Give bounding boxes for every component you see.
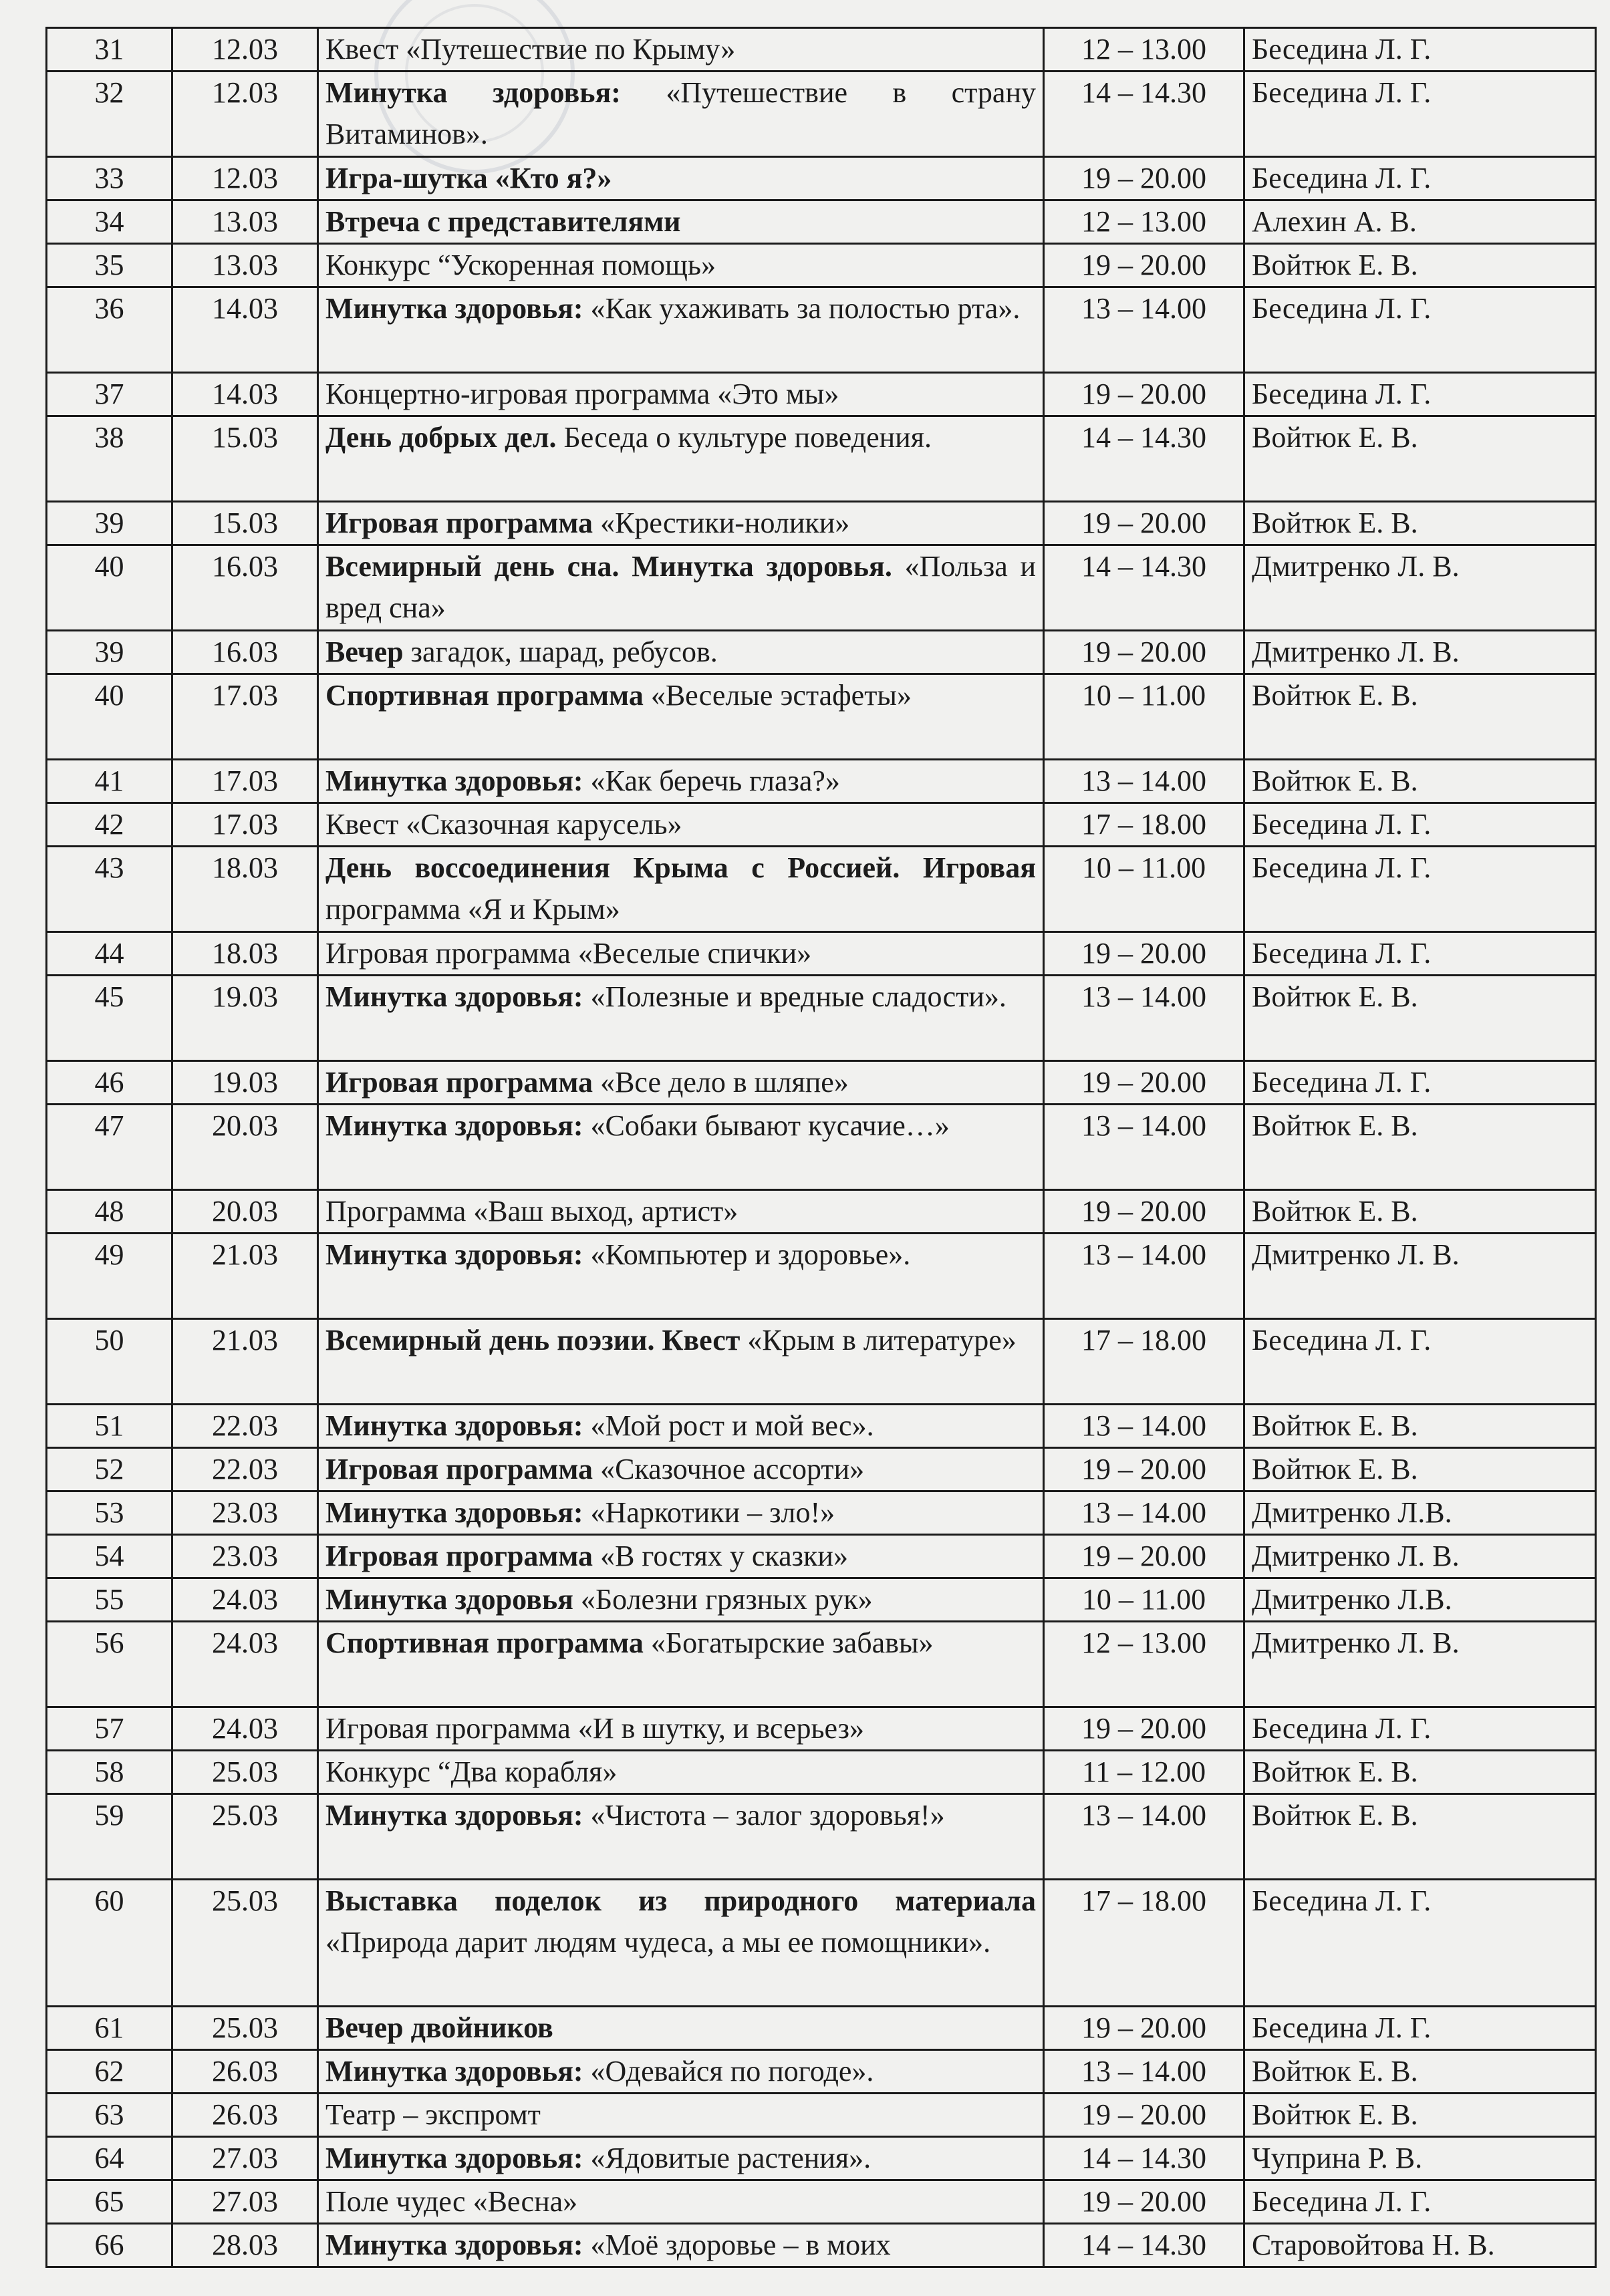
event-description: Конкурс “Ускоренная помощь»: [325, 249, 716, 281]
responsible-cell: Дмитренко Л. В.: [1244, 1622, 1596, 1707]
responsible-cell: Дмитренко Л. В.: [1244, 1535, 1596, 1578]
date-cell: 17.03: [172, 760, 318, 803]
row-number-cell: 66: [47, 2224, 172, 2267]
table-row: [47, 1794, 1596, 1880]
event-description: «Одевайся по погоде».: [583, 2055, 874, 2088]
event-description: программа «Я и Крым»: [325, 893, 620, 925]
responsible-cell: Войтюк Е. В.: [1244, 2094, 1596, 2137]
row-number-cell: 62: [47, 2050, 172, 2094]
events-table-body: [47, 28, 1596, 2267]
event-description: «Чистота – залог здоровья!»: [583, 1799, 945, 1832]
event-title-bold: Минутка здоровья:: [325, 2229, 583, 2261]
date-cell: 21.03: [172, 1319, 318, 1405]
row-number-cell: 64: [47, 2137, 172, 2180]
event-title-bold: Втреча с представителями: [325, 205, 681, 238]
event-cell: [318, 2224, 1044, 2267]
table-row: [47, 71, 1596, 157]
row-number-cell: 59: [47, 1794, 172, 1880]
event-title-bold: Минутка здоровья:: [325, 764, 583, 797]
row-number-cell: 48: [47, 1190, 172, 1234]
event-cell: [318, 1319, 1044, 1405]
row-number-cell: 40: [47, 674, 172, 760]
date-cell: 19.03: [172, 976, 318, 1061]
event-title-bold: Минутка здоровья:: [325, 2055, 583, 2088]
event-cell: [318, 2050, 1044, 2094]
event-description: «Веселые эстафеты»: [643, 679, 912, 712]
event-title-bold: Спортивная программа: [325, 1626, 644, 1659]
event-title-bold: Минутка здоровья:: [325, 1496, 583, 1529]
responsible-cell: Алехин А. В.: [1244, 200, 1596, 244]
event-cell: [318, 932, 1044, 976]
responsible-cell: Беседина Л. Г.: [1244, 1319, 1596, 1405]
row-number-cell: 60: [47, 1880, 172, 2007]
event-description: «Моё здоровье – в моих: [583, 2229, 891, 2261]
date-cell: 13.03: [172, 200, 318, 244]
time-cell: 14 – 14.30: [1044, 416, 1244, 502]
responsible-cell: Войтюк Е. В.: [1244, 502, 1596, 545]
time-cell: 19 – 20.00: [1044, 2094, 1244, 2137]
date-cell: 18.03: [172, 932, 318, 976]
row-number-cell: 53: [47, 1491, 172, 1535]
time-cell: 12 – 13.00: [1044, 200, 1244, 244]
event-cell: [318, 674, 1044, 760]
event-cell: [318, 71, 1044, 157]
responsible-cell: Беседина Л. Г.: [1244, 1061, 1596, 1105]
date-cell: 18.03: [172, 847, 318, 932]
row-number-cell: 45: [47, 976, 172, 1061]
table-row: [47, 1105, 1596, 1190]
time-cell: 19 – 20.00: [1044, 932, 1244, 976]
event-cell: [318, 1491, 1044, 1535]
event-cell: [318, 200, 1044, 244]
time-cell: 19 – 20.00: [1044, 244, 1244, 287]
event-title-bold: Спортивная программа: [325, 679, 644, 712]
time-cell: 19 – 20.00: [1044, 1535, 1244, 1578]
table-row: [47, 2180, 1596, 2224]
row-number-cell: 34: [47, 200, 172, 244]
event-cell: [318, 1234, 1044, 1319]
row-number-cell: 55: [47, 1578, 172, 1622]
date-cell: 23.03: [172, 1535, 318, 1578]
time-cell: 12 – 13.00: [1044, 1622, 1244, 1707]
row-number-cell: 39: [47, 631, 172, 674]
table-row: [47, 1448, 1596, 1491]
table-row: [47, 2050, 1596, 2094]
responsible-cell: Дмитренко Л. В.: [1244, 631, 1596, 674]
table-row: [47, 2094, 1596, 2137]
time-cell: 19 – 20.00: [1044, 631, 1244, 674]
event-cell: [318, 760, 1044, 803]
row-number-cell: 47: [47, 1105, 172, 1190]
event-description: «Собаки бывают кусачие…»: [583, 1109, 950, 1142]
table-row: [47, 1491, 1596, 1535]
event-description: «Крым в литературе»: [740, 1324, 1017, 1356]
date-cell: 12.03: [172, 157, 318, 200]
event-description: Поле чудес «Весна»: [325, 2185, 578, 2218]
time-cell: 14 – 14.30: [1044, 2224, 1244, 2267]
event-cell: [318, 631, 1044, 674]
date-cell: 25.03: [172, 1880, 318, 2007]
event-title-bold: День воссоединения Крыма с Россией. Игровая: [325, 851, 1036, 884]
responsible-cell: Войтюк Е. В.: [1244, 2050, 1596, 2094]
event-cell: [318, 1448, 1044, 1491]
date-cell: 26.03: [172, 2094, 318, 2137]
event-title-bold: День добрых дел.: [325, 421, 557, 454]
table-row: [47, 847, 1596, 932]
table-row: [47, 2007, 1596, 2050]
table-row: [47, 631, 1596, 674]
event-cell: [318, 2180, 1044, 2224]
table-row: [47, 760, 1596, 803]
responsible-cell: Беседина Л. Г.: [1244, 287, 1596, 373]
table-row: [47, 1535, 1596, 1578]
row-number-cell: 44: [47, 932, 172, 976]
event-title-bold: Минутка здоровья:: [325, 76, 621, 109]
date-cell: 19.03: [172, 1061, 318, 1105]
date-cell: 25.03: [172, 1794, 318, 1880]
event-cell: [318, 1751, 1044, 1794]
responsible-cell: Беседина Л. Г.: [1244, 2180, 1596, 2224]
table-row: [47, 416, 1596, 502]
event-cell: [318, 2007, 1044, 2050]
time-cell: 12 – 13.00: [1044, 28, 1244, 71]
table-row: [47, 1578, 1596, 1622]
row-number-cell: 49: [47, 1234, 172, 1319]
date-cell: 28.03: [172, 2224, 318, 2267]
event-title-bold: Игровая программа: [325, 1540, 593, 1572]
event-description: «Ядовитые растения».: [583, 2142, 871, 2174]
row-number-cell: 39: [47, 502, 172, 545]
time-cell: 13 – 14.00: [1044, 1491, 1244, 1535]
event-cell: [318, 1190, 1044, 1234]
event-title-bold: Минутка здоровья:: [325, 1109, 583, 1142]
time-cell: 19 – 20.00: [1044, 373, 1244, 416]
time-cell: 19 – 20.00: [1044, 1190, 1244, 1234]
date-cell: 20.03: [172, 1190, 318, 1234]
event-cell: [318, 847, 1044, 932]
row-number-cell: 32: [47, 71, 172, 157]
responsible-cell: Войтюк Е. В.: [1244, 760, 1596, 803]
time-cell: 19 – 20.00: [1044, 1061, 1244, 1105]
event-cell: [318, 1405, 1044, 1448]
date-cell: 24.03: [172, 1707, 318, 1751]
table-row: [47, 1061, 1596, 1105]
table-row: [47, 932, 1596, 976]
table-row: [47, 976, 1596, 1061]
event-cell: [318, 2094, 1044, 2137]
table-row: [47, 502, 1596, 545]
event-cell: [318, 1794, 1044, 1880]
event-title-bold: Выставка поделок из природного материала: [325, 1884, 1036, 1917]
table-row: [47, 28, 1596, 71]
table-row: [47, 803, 1596, 847]
row-number-cell: 65: [47, 2180, 172, 2224]
row-number-cell: 61: [47, 2007, 172, 2050]
row-number-cell: 57: [47, 1707, 172, 1751]
row-number-cell: 54: [47, 1535, 172, 1578]
row-number-cell: 37: [47, 373, 172, 416]
row-number-cell: 33: [47, 157, 172, 200]
table-row: [47, 1622, 1596, 1707]
responsible-cell: Старовойтова Н. В.: [1244, 2224, 1596, 2267]
event-description: Конкурс “Два корабля»: [325, 1755, 618, 1788]
responsible-cell: Войтюк Е. В.: [1244, 976, 1596, 1061]
event-cell: [318, 1535, 1044, 1578]
event-cell: [318, 1707, 1044, 1751]
row-number-cell: 38: [47, 416, 172, 502]
row-number-cell: 52: [47, 1448, 172, 1491]
event-cell: [318, 416, 1044, 502]
row-number-cell: 31: [47, 28, 172, 71]
time-cell: 13 – 14.00: [1044, 1405, 1244, 1448]
responsible-cell: Беседина Л. Г.: [1244, 71, 1596, 157]
time-cell: 17 – 18.00: [1044, 1319, 1244, 1405]
event-description: «Наркотики – зло!»: [583, 1496, 835, 1529]
event-description: «Польза и вред сна»: [325, 550, 1036, 624]
responsible-cell: Дмитренко Л. В.: [1244, 1234, 1596, 1319]
date-cell: 20.03: [172, 1105, 318, 1190]
date-cell: 23.03: [172, 1491, 318, 1535]
row-number-cell: 40: [47, 545, 172, 631]
event-description: Квест «Путешествие по Крыму»: [325, 33, 736, 65]
table-row: [47, 545, 1596, 631]
date-cell: 12.03: [172, 71, 318, 157]
responsible-cell: Войтюк Е. В.: [1244, 674, 1596, 760]
table-row: [47, 674, 1596, 760]
event-description: «Богатырские забавы»: [643, 1626, 934, 1659]
time-cell: 19 – 20.00: [1044, 2180, 1244, 2224]
responsible-cell: Беседина Л. Г.: [1244, 1880, 1596, 2007]
event-description: «Полезные и вредные сладости».: [583, 980, 1007, 1013]
table-row: [47, 2137, 1596, 2180]
time-cell: 13 – 14.00: [1044, 1234, 1244, 1319]
time-cell: 14 – 14.30: [1044, 545, 1244, 631]
event-description: Театр – экспромт: [325, 2098, 541, 2131]
event-cell: [318, 1061, 1044, 1105]
table-row: [47, 1751, 1596, 1794]
table-row: [47, 1707, 1596, 1751]
row-number-cell: 41: [47, 760, 172, 803]
date-cell: 16.03: [172, 631, 318, 674]
date-cell: 15.03: [172, 502, 318, 545]
responsible-cell: Войтюк Е. В.: [1244, 416, 1596, 502]
time-cell: 10 – 11.00: [1044, 1578, 1244, 1622]
event-cell: [318, 2137, 1044, 2180]
time-cell: 19 – 20.00: [1044, 1448, 1244, 1491]
responsible-cell: Дмитренко Л.В.: [1244, 1491, 1596, 1535]
event-title-bold: Игровая программа: [325, 1453, 593, 1485]
date-cell: 25.03: [172, 1751, 318, 1794]
table-row: [47, 2224, 1596, 2267]
date-cell: 22.03: [172, 1448, 318, 1491]
responsible-cell: Беседина Л. Г.: [1244, 932, 1596, 976]
event-description: «Болезни грязных рук»: [573, 1583, 873, 1616]
time-cell: 13 – 14.00: [1044, 2050, 1244, 2094]
time-cell: 13 – 14.00: [1044, 287, 1244, 373]
responsible-cell: Войтюк Е. В.: [1244, 1751, 1596, 1794]
event-title-bold: Минутка здоровья:: [325, 2142, 583, 2174]
date-cell: 26.03: [172, 2050, 318, 2094]
event-description: «Компьютер и здоровье».: [583, 1238, 911, 1271]
event-title-bold: Минутка здоровья:: [325, 1799, 583, 1832]
responsible-cell: Войтюк Е. В.: [1244, 244, 1596, 287]
event-cell: [318, 502, 1044, 545]
event-cell: [318, 1578, 1044, 1622]
date-cell: 21.03: [172, 1234, 318, 1319]
date-cell: 24.03: [172, 1622, 318, 1707]
date-cell: 22.03: [172, 1405, 318, 1448]
event-description: Игровая программа «Веселые спички»: [325, 937, 812, 970]
responsible-cell: Беседина Л. Г.: [1244, 2007, 1596, 2050]
table-row: [47, 244, 1596, 287]
date-cell: 14.03: [172, 373, 318, 416]
date-cell: 16.03: [172, 545, 318, 631]
responsible-cell: Войтюк Е. В.: [1244, 1794, 1596, 1880]
event-description: «Сказочное ассорти»: [593, 1453, 865, 1485]
date-cell: 24.03: [172, 1578, 318, 1622]
date-cell: 15.03: [172, 416, 318, 502]
date-cell: 17.03: [172, 803, 318, 847]
row-number-cell: 35: [47, 244, 172, 287]
time-cell: 19 – 20.00: [1044, 2007, 1244, 2050]
time-cell: 17 – 18.00: [1044, 803, 1244, 847]
event-title-bold: Минутка здоровья:: [325, 292, 583, 325]
event-cell: [318, 1622, 1044, 1707]
table-row: [47, 1190, 1596, 1234]
row-number-cell: 58: [47, 1751, 172, 1794]
event-title-bold: Игра-шутка «Кто я?»: [325, 162, 612, 194]
time-cell: 17 – 18.00: [1044, 1880, 1244, 2007]
event-description: «В гостях у сказки»: [593, 1540, 848, 1572]
row-number-cell: 46: [47, 1061, 172, 1105]
time-cell: 19 – 20.00: [1044, 157, 1244, 200]
table-row: [47, 1234, 1596, 1319]
time-cell: 13 – 14.00: [1044, 1105, 1244, 1190]
responsible-cell: Беседина Л. Г.: [1244, 157, 1596, 200]
date-cell: 25.03: [172, 2007, 318, 2050]
row-number-cell: 42: [47, 803, 172, 847]
event-description: Программа «Ваш выход, артист»: [325, 1195, 739, 1228]
event-title-bold: Вечер двойников: [325, 2011, 553, 2044]
table-row: [47, 287, 1596, 373]
event-title-bold: Вечер: [325, 635, 404, 668]
time-cell: 14 – 14.30: [1044, 71, 1244, 157]
date-cell: 17.03: [172, 674, 318, 760]
table-row: [47, 1319, 1596, 1405]
responsible-cell: Войтюк Е. В.: [1244, 1105, 1596, 1190]
table-row: [47, 157, 1596, 200]
event-cell: [318, 28, 1044, 71]
event-description: «Как ухаживать за полостью рта».: [583, 292, 1021, 325]
responsible-cell: Беседина Л. Г.: [1244, 373, 1596, 416]
events-table: [45, 27, 1597, 2268]
event-description: «Крестики-нолики»: [593, 507, 850, 539]
event-description: «Все дело в шляпе»: [593, 1066, 849, 1099]
event-cell: [318, 157, 1044, 200]
event-cell: [318, 287, 1044, 373]
date-cell: 27.03: [172, 2180, 318, 2224]
time-cell: 13 – 14.00: [1044, 760, 1244, 803]
event-title-bold: Минутка здоровья:: [325, 1238, 583, 1271]
responsible-cell: Войтюк Е. В.: [1244, 1190, 1596, 1234]
responsible-cell: Беседина Л. Г.: [1244, 803, 1596, 847]
responsible-cell: Чуприна Р. В.: [1244, 2137, 1596, 2180]
date-cell: 13.03: [172, 244, 318, 287]
table-row: [47, 373, 1596, 416]
row-number-cell: 51: [47, 1405, 172, 1448]
event-description: «Природа дарит людям чудеса, а мы ее помощники».: [325, 1926, 991, 1959]
time-cell: 11 – 12.00: [1044, 1751, 1244, 1794]
event-description: Квест «Сказочная карусель»: [325, 808, 682, 841]
event-description: Концертно-игровая программа «Это мы»: [325, 378, 839, 410]
event-cell: [318, 803, 1044, 847]
row-number-cell: 50: [47, 1319, 172, 1405]
event-cell: [318, 373, 1044, 416]
event-title-bold: Всемирный день поэзии. Квест: [325, 1324, 741, 1356]
event-description: Игровая программа «И в шутку, и всерьез»: [325, 1712, 865, 1745]
row-number-cell: 36: [47, 287, 172, 373]
event-description: «Как беречь глаза?»: [583, 764, 840, 797]
event-title-bold: Игровая программа: [325, 1066, 593, 1099]
event-title-bold: Минутка здоровья:: [325, 980, 583, 1013]
time-cell: 19 – 20.00: [1044, 502, 1244, 545]
time-cell: 19 – 20.00: [1044, 1707, 1244, 1751]
event-cell: [318, 1880, 1044, 2007]
responsible-cell: Дмитренко Л. В.: [1244, 545, 1596, 631]
time-cell: 14 – 14.30: [1044, 2137, 1244, 2180]
event-cell: [318, 976, 1044, 1061]
event-cell: [318, 1105, 1044, 1190]
event-title-bold: Игровая программа: [325, 507, 593, 539]
row-number-cell: 56: [47, 1622, 172, 1707]
event-cell: [318, 545, 1044, 631]
table-row: [47, 1880, 1596, 2007]
responsible-cell: Беседина Л. Г.: [1244, 847, 1596, 932]
responsible-cell: Дмитренко Л.В.: [1244, 1578, 1596, 1622]
event-description: Беседа о культуре поведения.: [556, 421, 932, 454]
responsible-cell: Войтюк Е. В.: [1244, 1448, 1596, 1491]
event-title-bold: Минутка здоровья: [325, 1583, 573, 1616]
table-row: [47, 200, 1596, 244]
event-title-bold: Минутка здоровья:: [325, 1409, 583, 1442]
responsible-cell: Беседина Л. Г.: [1244, 28, 1596, 71]
event-description: загадок, шарад, ребусов.: [403, 635, 718, 668]
table-row: [47, 1405, 1596, 1448]
event-description: «Путешествие в страну Витаминов».: [325, 76, 1036, 150]
event-title-bold: Всемирный день сна. Минутка здоровья.: [325, 550, 892, 583]
time-cell: 10 – 11.00: [1044, 847, 1244, 932]
date-cell: 14.03: [172, 287, 318, 373]
date-cell: 12.03: [172, 28, 318, 71]
event-description: «Мой рост и мой вес».: [583, 1409, 874, 1442]
event-cell: [318, 244, 1044, 287]
time-cell: 13 – 14.00: [1044, 976, 1244, 1061]
time-cell: 13 – 14.00: [1044, 1794, 1244, 1880]
responsible-cell: Беседина Л. Г.: [1244, 1707, 1596, 1751]
row-number-cell: 43: [47, 847, 172, 932]
date-cell: 27.03: [172, 2137, 318, 2180]
responsible-cell: Войтюк Е. В.: [1244, 1405, 1596, 1448]
time-cell: 10 – 11.00: [1044, 674, 1244, 760]
row-number-cell: 63: [47, 2094, 172, 2137]
